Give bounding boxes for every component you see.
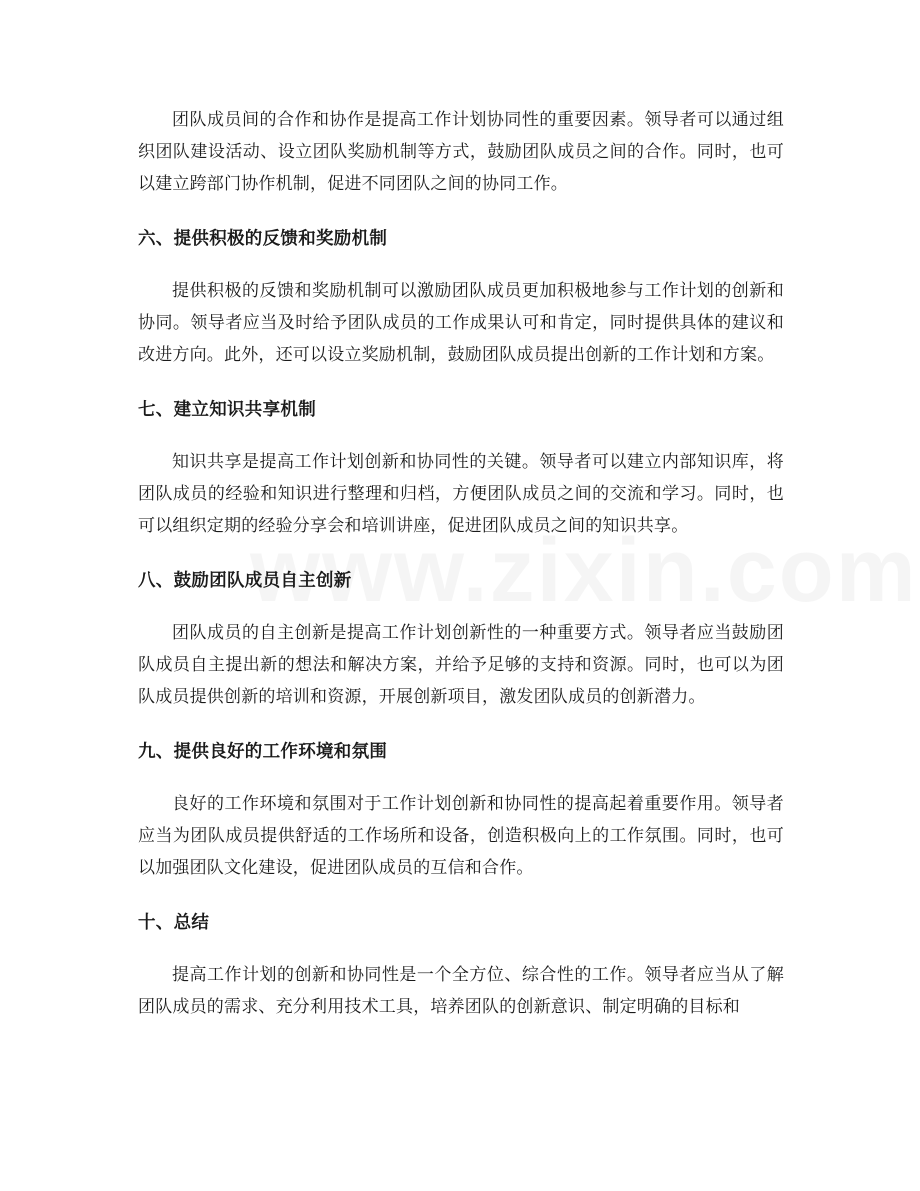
paragraph-section-8: 团队成员的自主创新是提高工作计划创新性的一种重要方式。领导者应当鼓励团队成员自主提出新的想法和解决方案，并给予足够的支持和资源。同时，也可以为团队成员提供创新的培训和资源，开展创新项目，激发团队成员的创新潜力。 [138, 623, 784, 707]
document-content [138, 104, 784, 1023]
heading-section-9: 九、提供良好的工作环境和氛围 [138, 742, 388, 762]
paragraph-section-10: 提高工作计划的创新和协同性是一个全方位、综合性的工作。领导者应当从了解团队成员的需求、充分利用技术工具，培养团队的创新意识、制定明确的目标和 [138, 965, 784, 1017]
paragraph-section-6: 提供积极的反馈和奖励机制可以激励团队成员更加积极地参与工作计划的创新和协同。领导者应当及时给予团队成员的工作成果认可和肯定，同时提供具体的建议和改进方向。此外，还可以设立奖励机制，鼓励团队成员提出创新的工作计划和方案。 [138, 281, 784, 365]
heading-section-10: 十、总结 [138, 913, 210, 933]
heading-section-7: 七、建立知识共享机制 [138, 400, 316, 420]
paragraph-section-7: 知识共享是提高工作计划创新和协同性的关键。领导者可以建立内部知识库，将团队成员的经验和知识进行整理和归档，方便团队成员之间的交流和学习。同时，也可以组织定期的经验分享会和培训讲座，促进团队成员之间的知识共享。 [138, 452, 784, 536]
paragraph-teamwork: 团队成员间的合作和协作是提高工作计划协同性的重要因素。领导者可以通过组织团队建设活动、设立团队奖励机制等方式，鼓励团队成员之间的合作。同时，也可以建立跨部门协作机制，促进不同团队之间的协同工作。 [138, 110, 784, 194]
paragraph-section-9: 良好的工作环境和氛围对于工作计划创新和协同性的提高起着重要作用。领导者应当为团队成员提供舒适的工作场所和设备，创造积极向上的工作氛围。同时，也可以加强团队文化建设，促进团队成员的互信和合作。 [138, 794, 784, 878]
heading-section-8: 八、鼓励团队成员自主创新 [138, 571, 352, 591]
heading-section-6: 六、提供积极的反馈和奖励机制 [138, 229, 388, 249]
